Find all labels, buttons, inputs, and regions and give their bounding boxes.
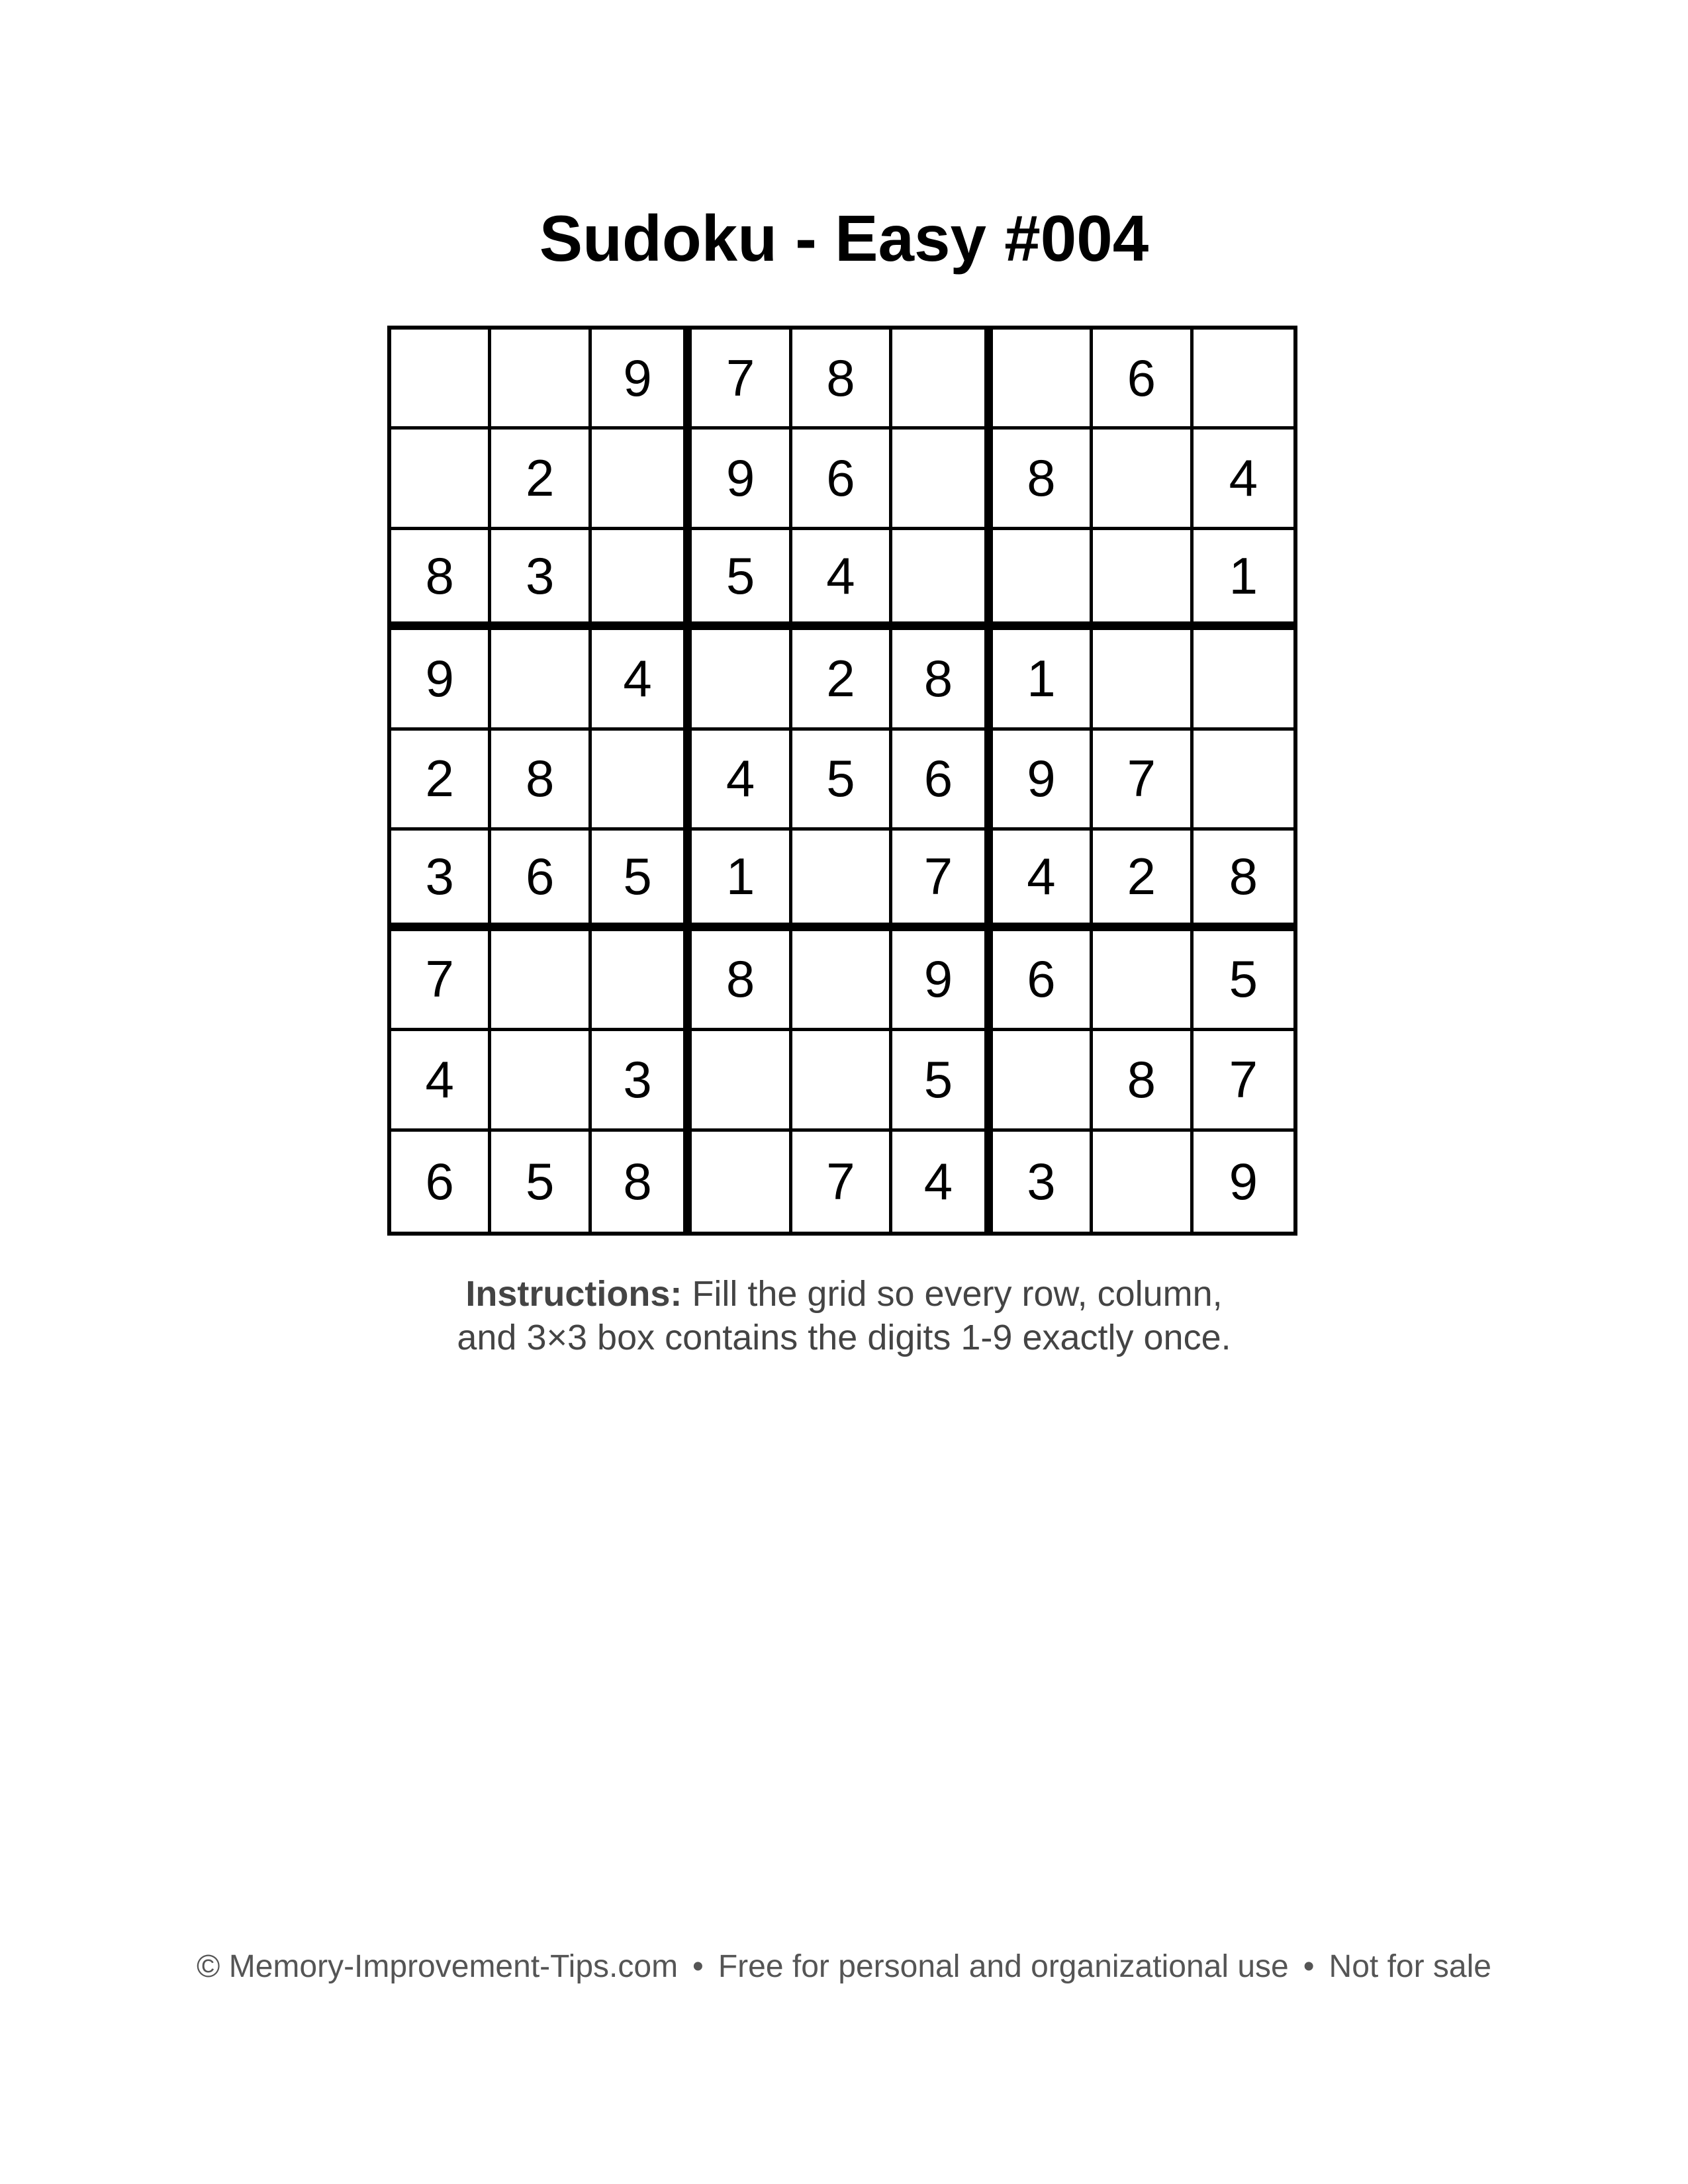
empty-cell[interactable] bbox=[1194, 731, 1293, 831]
empty-cell[interactable] bbox=[592, 430, 692, 529]
given-cell: 6 bbox=[491, 831, 591, 931]
footer-usage: Free for personal and organizational use bbox=[718, 1949, 1289, 1984]
empty-cell[interactable] bbox=[993, 330, 1093, 430]
given-cell: 8 bbox=[1093, 1031, 1193, 1131]
empty-cell[interactable] bbox=[892, 430, 992, 529]
empty-cell[interactable] bbox=[792, 831, 892, 931]
empty-cell[interactable] bbox=[1093, 1132, 1193, 1232]
empty-cell[interactable] bbox=[1093, 931, 1193, 1031]
empty-cell[interactable] bbox=[592, 530, 692, 630]
footer bbox=[0, 1947, 1688, 1987]
given-cell: 8 bbox=[993, 430, 1093, 529]
empty-cell[interactable] bbox=[1194, 630, 1293, 730]
given-cell: 4 bbox=[692, 731, 792, 831]
empty-cell[interactable] bbox=[491, 630, 591, 730]
given-cell: 8 bbox=[391, 530, 491, 630]
empty-cell[interactable] bbox=[391, 430, 491, 529]
given-cell: 9 bbox=[993, 731, 1093, 831]
given-cell: 6 bbox=[1093, 330, 1193, 430]
given-cell: 9 bbox=[892, 931, 992, 1031]
given-cell: 7 bbox=[892, 831, 992, 931]
footer-copyright: © Memory-Improvement-Tips.com bbox=[197, 1949, 679, 1984]
given-cell: 5 bbox=[592, 831, 692, 931]
given-cell: 5 bbox=[491, 1132, 591, 1232]
given-cell: 6 bbox=[993, 931, 1093, 1031]
given-cell: 8 bbox=[1194, 831, 1293, 931]
given-cell: 8 bbox=[892, 630, 992, 730]
footer-separator: • bbox=[692, 1949, 704, 1984]
empty-cell[interactable] bbox=[692, 1031, 792, 1131]
footer-sale: Not for sale bbox=[1329, 1949, 1491, 1984]
empty-cell[interactable] bbox=[993, 530, 1093, 630]
page-title: Sudoku - Easy #004 bbox=[539, 202, 1149, 275]
given-cell: 2 bbox=[1093, 831, 1193, 931]
given-cell: 6 bbox=[892, 731, 992, 831]
instructions-label: Instructions: bbox=[465, 1274, 682, 1314]
given-cell: 7 bbox=[692, 330, 792, 430]
empty-cell[interactable] bbox=[491, 330, 591, 430]
empty-cell[interactable] bbox=[491, 931, 591, 1031]
empty-cell[interactable] bbox=[1093, 430, 1193, 529]
given-cell: 8 bbox=[692, 931, 792, 1031]
given-cell: 4 bbox=[592, 630, 692, 730]
given-cell: 7 bbox=[391, 931, 491, 1031]
given-cell: 1 bbox=[1194, 530, 1293, 630]
empty-cell[interactable] bbox=[792, 931, 892, 1031]
empty-cell[interactable] bbox=[1194, 330, 1293, 430]
given-cell: 4 bbox=[1194, 430, 1293, 529]
given-cell: 1 bbox=[993, 630, 1093, 730]
instructions-line-1 bbox=[0, 1272, 1688, 1316]
empty-cell[interactable] bbox=[993, 1031, 1093, 1131]
given-cell: 1 bbox=[692, 831, 792, 931]
given-cell: 3 bbox=[391, 831, 491, 931]
given-cell: 8 bbox=[592, 1132, 692, 1232]
given-cell: 4 bbox=[792, 530, 892, 630]
given-cell: 9 bbox=[391, 630, 491, 730]
given-cell: 6 bbox=[391, 1132, 491, 1232]
given-cell: 3 bbox=[592, 1031, 692, 1131]
given-cell: 7 bbox=[1194, 1031, 1293, 1131]
given-cell: 4 bbox=[391, 1031, 491, 1131]
empty-cell[interactable] bbox=[1093, 530, 1193, 630]
empty-cell[interactable] bbox=[391, 330, 491, 430]
given-cell: 5 bbox=[792, 731, 892, 831]
empty-cell[interactable] bbox=[692, 630, 792, 730]
instructions-line-2: and 3×3 box contains the digits 1-9 exactly once. bbox=[457, 1318, 1231, 1357]
given-cell: 5 bbox=[892, 1031, 992, 1131]
given-cell: 5 bbox=[692, 530, 792, 630]
sudoku-grid bbox=[387, 326, 1297, 1236]
empty-cell[interactable] bbox=[491, 1031, 591, 1131]
empty-cell[interactable] bbox=[592, 731, 692, 831]
instructions bbox=[0, 1272, 1688, 1359]
given-cell: 4 bbox=[993, 831, 1093, 931]
given-cell: 2 bbox=[491, 430, 591, 529]
empty-cell[interactable] bbox=[692, 1132, 792, 1232]
given-cell: 9 bbox=[692, 430, 792, 529]
given-cell: 9 bbox=[592, 330, 692, 430]
instructions-text-1: Fill the grid so every row, column, bbox=[692, 1274, 1223, 1314]
given-cell: 9 bbox=[1229, 1152, 1258, 1210]
given-cell: 3 bbox=[993, 1132, 1093, 1232]
empty-cell[interactable] bbox=[592, 931, 692, 1031]
given-cell: 5 bbox=[1194, 931, 1293, 1031]
given-cell: 2 bbox=[391, 731, 491, 831]
given-cell: 7 bbox=[792, 1132, 892, 1232]
given-cell: 3 bbox=[491, 530, 591, 630]
empty-cell[interactable] bbox=[1093, 630, 1193, 730]
given-cell: 6 bbox=[792, 430, 892, 529]
empty-cell[interactable] bbox=[792, 1031, 892, 1131]
given-cell: 8 bbox=[792, 330, 892, 430]
given-cell: 8 bbox=[491, 731, 591, 831]
footer-separator: • bbox=[1303, 1949, 1315, 1984]
empty-cell[interactable] bbox=[892, 330, 992, 430]
given-cell: 7 bbox=[1093, 731, 1193, 831]
given-cell: 4 bbox=[892, 1132, 992, 1232]
given-cell: 2 bbox=[792, 630, 892, 730]
empty-cell[interactable] bbox=[892, 530, 992, 630]
